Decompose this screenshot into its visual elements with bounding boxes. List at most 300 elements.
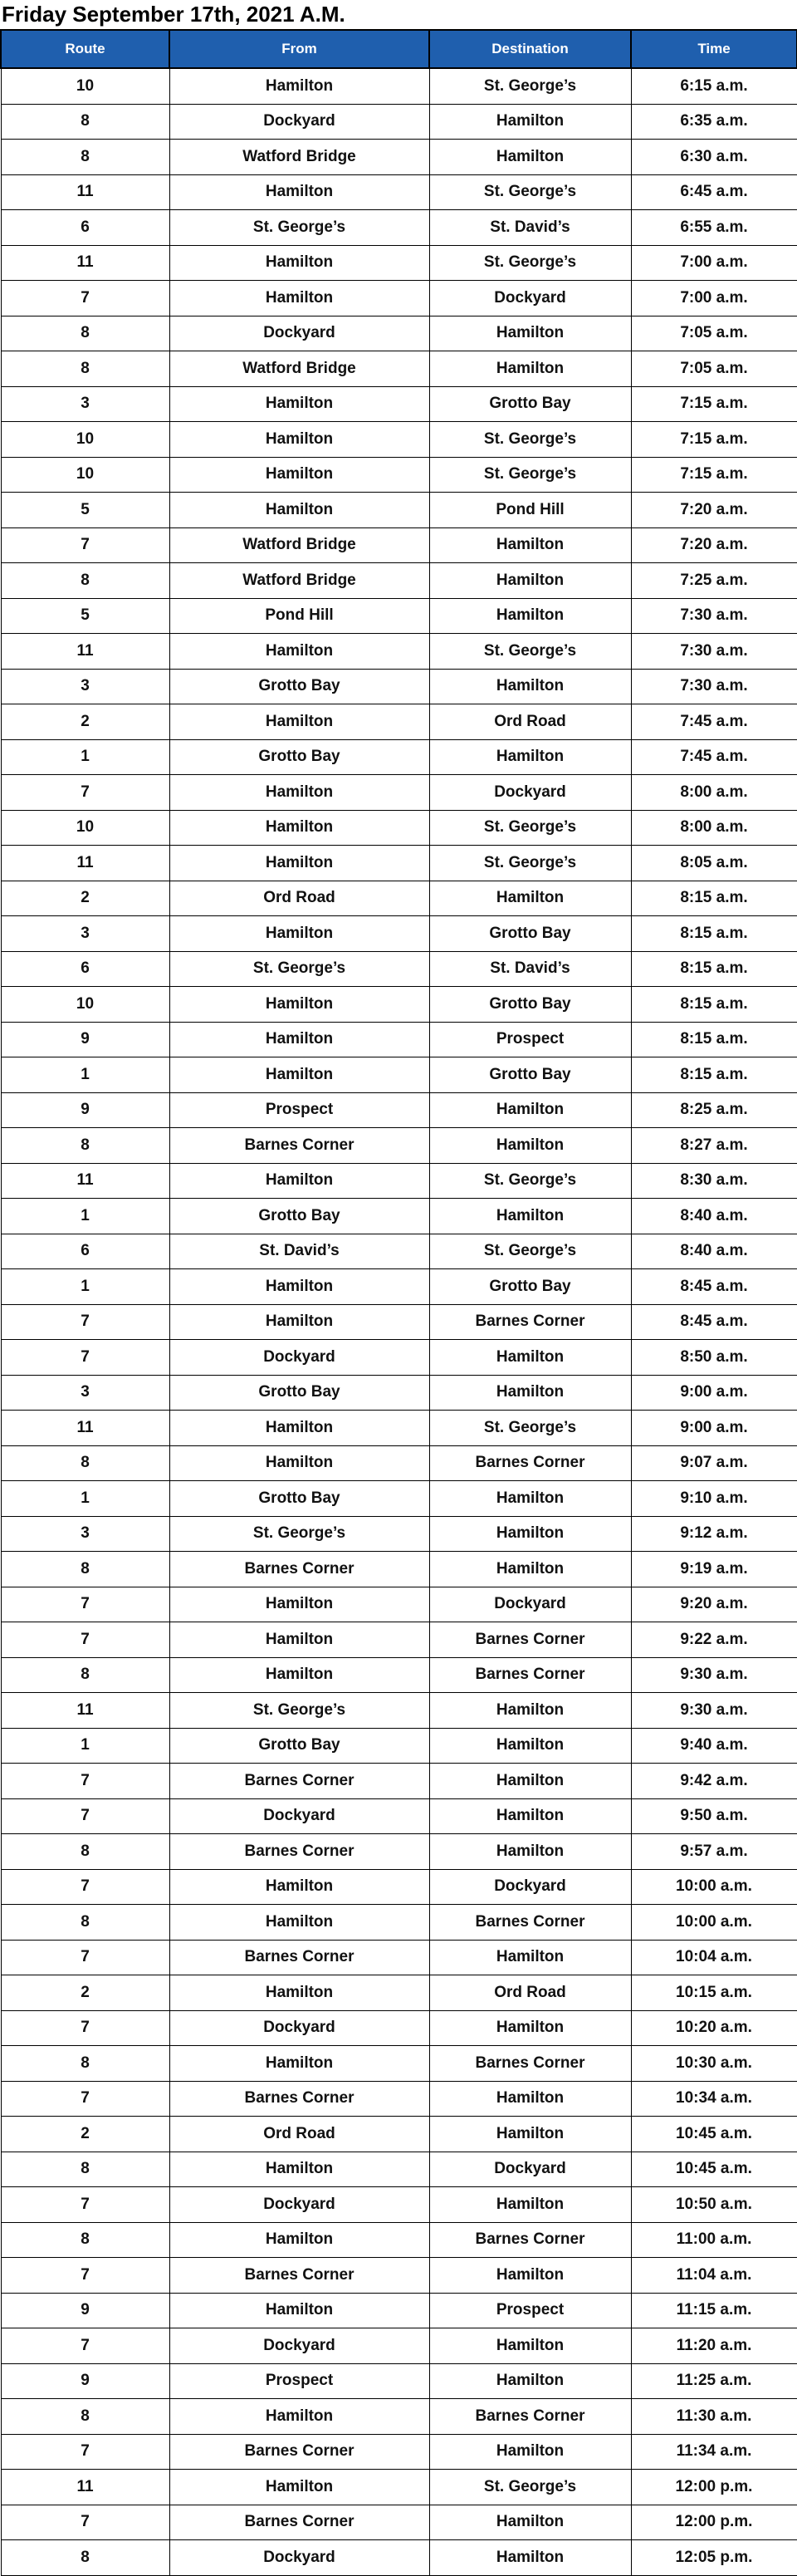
cell-route: 5 [1,598,169,634]
table-body [1,68,797,2575]
cell-time: 9:30 a.m. [631,1693,797,1729]
cell-from: Hamilton [169,1869,429,1905]
cell-route: 11 [1,1163,169,1199]
cell-time: 8:15 a.m. [631,1022,797,1057]
cell-destination: Hamilton [429,351,631,387]
cell-route: 1 [1,1199,169,1234]
cell-from: Dockyard [169,2328,429,2364]
cell-route: 8 [1,2152,169,2187]
cell-route: 7 [1,2328,169,2364]
cell-time: 10:50 a.m. [631,2187,797,2223]
cell-destination: Hamilton [429,2505,631,2540]
cell-from: Prospect [169,2363,429,2399]
cell-from: Barnes Corner [169,1128,429,1164]
cell-destination: Ord Road [429,1975,631,2011]
cell-destination: Barnes Corner [429,1905,631,1941]
cell-from: Hamilton [169,1622,429,1658]
table-row [1,2399,797,2435]
table-row [1,739,797,775]
cell-from: Barnes Corner [169,1834,429,1870]
cell-time: 7:45 a.m. [631,739,797,775]
cell-from: Hamilton [169,2470,429,2505]
cell-time: 8:50 a.m. [631,1340,797,1376]
table-row [1,2470,797,2505]
table-row [1,598,797,634]
table-row [1,563,797,599]
cell-from: Hamilton [169,916,429,952]
cell-from: Barnes Corner [169,1940,429,1975]
cell-from: Hamilton [169,245,429,281]
cell-route: 3 [1,669,169,704]
cell-from: Hamilton [169,2222,429,2258]
cell-destination: Hamilton [429,1798,631,1834]
cell-route: 11 [1,634,169,670]
cell-destination: Barnes Corner [429,1445,631,1481]
cell-destination: Hamilton [429,1375,631,1411]
cell-route: 10 [1,422,169,458]
cell-destination: Hamilton [429,1940,631,1975]
table-row [1,704,797,740]
column-header-from: From [169,30,429,68]
cell-time: 8:40 a.m. [631,1199,797,1234]
cell-destination: Hamilton [429,2117,631,2152]
cell-time: 10:20 a.m. [631,2010,797,2046]
cell-destination: Grotto Bay [429,386,631,422]
table-row [1,527,797,563]
cell-time: 9:07 a.m. [631,1445,797,1481]
table-row [1,1552,797,1587]
table-row [1,1057,797,1093]
bus-schedule-table [0,29,797,2576]
table-row [1,1516,797,1552]
cell-destination: Hamilton [429,104,631,140]
cell-destination: Barnes Corner [429,2046,631,2082]
cell-from: Hamilton [169,281,429,316]
cell-destination: St. George’s [429,2470,631,2505]
cell-destination: Hamilton [429,2434,631,2470]
table-row [1,1199,797,1234]
cell-from: Pond Hill [169,598,429,634]
cell-route: 8 [1,2399,169,2435]
table-row [1,2363,797,2399]
cell-destination: Hamilton [429,2010,631,2046]
cell-destination: Barnes Corner [429,2222,631,2258]
cell-time: 9:40 a.m. [631,1728,797,1764]
cell-from: Hamilton [169,775,429,811]
cell-destination: Hamilton [429,1516,631,1552]
cell-destination: Prospect [429,2293,631,2328]
cell-destination: St. George’s [429,174,631,210]
cell-from: Hamilton [169,2046,429,2082]
cell-destination: Dockyard [429,281,631,316]
cell-from: Barnes Corner [169,1764,429,1799]
cell-time: 9:19 a.m. [631,1552,797,1587]
cell-route: 9 [1,1022,169,1057]
cell-route: 11 [1,2470,169,2505]
cell-destination: Hamilton [429,1128,631,1164]
cell-route: 8 [1,563,169,599]
table-row [1,316,797,351]
cell-from: Dockyard [169,104,429,140]
table-row [1,386,797,422]
cell-destination: St. George’s [429,1234,631,1269]
cell-from: Hamilton [169,1022,429,1057]
cell-destination: St. George’s [429,846,631,881]
table-row [1,775,797,811]
cell-from: Hamilton [169,634,429,670]
table-row [1,987,797,1023]
cell-destination: Dockyard [429,1869,631,1905]
table-row [1,457,797,493]
cell-from: Hamilton [169,1905,429,1941]
cell-destination: Barnes Corner [429,2399,631,2435]
table-row [1,281,797,316]
table-row [1,1657,797,1693]
cell-route: 2 [1,1975,169,2011]
table-row [1,2434,797,2470]
cell-time: 9:22 a.m. [631,1622,797,1658]
cell-from: Hamilton [169,493,429,528]
cell-destination: Hamilton [429,739,631,775]
cell-from: Barnes Corner [169,2258,429,2294]
table-row [1,1022,797,1057]
cell-time: 9:12 a.m. [631,1516,797,1552]
cell-from: Grotto Bay [169,1728,429,1764]
table-row [1,140,797,175]
cell-route: 3 [1,386,169,422]
cell-time: 9:10 a.m. [631,1481,797,1517]
table-row [1,1445,797,1481]
cell-route: 7 [1,2187,169,2223]
cell-time: 7:00 a.m. [631,245,797,281]
table-row [1,1693,797,1729]
cell-time: 7:15 a.m. [631,386,797,422]
cell-destination: Hamilton [429,140,631,175]
cell-route: 8 [1,2222,169,2258]
table-row [1,2010,797,2046]
table-row [1,351,797,387]
cell-time: 8:15 a.m. [631,951,797,987]
cell-destination: Hamilton [429,1728,631,1764]
cell-time: 12:00 p.m. [631,2505,797,2540]
table-row [1,1940,797,1975]
cell-destination: Hamilton [429,2540,631,2576]
cell-route: 7 [1,1764,169,1799]
cell-route: 7 [1,1622,169,1658]
table-row [1,2117,797,2152]
cell-route: 1 [1,1057,169,1093]
cell-from: Dockyard [169,2540,429,2576]
table-row [1,1269,797,1305]
table-row [1,104,797,140]
cell-destination: Hamilton [429,881,631,916]
cell-route: 8 [1,351,169,387]
cell-route: 8 [1,2046,169,2082]
cell-from: Watford Bridge [169,563,429,599]
table-row [1,68,797,104]
cell-from: Hamilton [169,1657,429,1693]
cell-time: 8:25 a.m. [631,1092,797,1128]
cell-time: 7:30 a.m. [631,669,797,704]
cell-destination: St. George’s [429,457,631,493]
cell-time: 6:30 a.m. [631,140,797,175]
cell-time: 11:34 a.m. [631,2434,797,2470]
cell-from: Hamilton [169,704,429,740]
cell-route: 7 [1,1869,169,1905]
cell-from: Grotto Bay [169,1199,429,1234]
cell-destination: Hamilton [429,1834,631,1870]
cell-from: Hamilton [169,1057,429,1093]
cell-route: 8 [1,104,169,140]
cell-time: 11:04 a.m. [631,2258,797,2294]
cell-from: St. George’s [169,951,429,987]
table-row [1,846,797,881]
table-row [1,210,797,246]
cell-route: 3 [1,916,169,952]
table-row [1,1975,797,2011]
cell-destination: Pond Hill [429,493,631,528]
cell-from: Prospect [169,1092,429,1128]
table-row [1,422,797,458]
cell-route: 9 [1,1092,169,1128]
cell-route: 9 [1,2293,169,2328]
cell-route: 2 [1,881,169,916]
cell-route: 7 [1,527,169,563]
cell-route: 10 [1,457,169,493]
table-header-row [1,30,797,68]
cell-destination: St. David’s [429,951,631,987]
cell-from: Watford Bridge [169,527,429,563]
table-row [1,1869,797,1905]
cell-destination: Grotto Bay [429,1057,631,1093]
cell-from: Hamilton [169,846,429,881]
table-row [1,174,797,210]
cell-destination: Barnes Corner [429,1657,631,1693]
cell-route: 6 [1,951,169,987]
table-row [1,1728,797,1764]
cell-destination: St. George’s [429,810,631,846]
table-row [1,1587,797,1622]
cell-route: 11 [1,1693,169,1729]
cell-route: 7 [1,2010,169,2046]
cell-from: Dockyard [169,2010,429,2046]
cell-route: 10 [1,68,169,104]
cell-time: 10:34 a.m. [631,2081,797,2117]
table-row [1,2293,797,2328]
cell-route: 7 [1,2258,169,2294]
cell-destination: St. George’s [429,68,631,104]
cell-route: 7 [1,1587,169,1622]
cell-route: 8 [1,1905,169,1941]
cell-from: Hamilton [169,1975,429,2011]
table-row [1,2328,797,2364]
cell-from: Hamilton [169,1411,429,1446]
cell-destination: Hamilton [429,1092,631,1128]
cell-destination: Hamilton [429,527,631,563]
cell-destination: Hamilton [429,1481,631,1517]
cell-route: 1 [1,1269,169,1305]
cell-time: 7:00 a.m. [631,281,797,316]
cell-destination: Ord Road [429,704,631,740]
cell-destination: Grotto Bay [429,1269,631,1305]
cell-route: 5 [1,493,169,528]
cell-route: 8 [1,1552,169,1587]
table-row [1,2258,797,2294]
cell-from: Watford Bridge [169,140,429,175]
cell-destination: Prospect [429,1022,631,1057]
cell-route: 1 [1,1481,169,1517]
cell-route: 7 [1,775,169,811]
cell-route: 8 [1,316,169,351]
cell-from: Barnes Corner [169,2081,429,2117]
cell-destination: Hamilton [429,1340,631,1376]
cell-time: 8:00 a.m. [631,775,797,811]
cell-route: 8 [1,140,169,175]
cell-time: 8:30 a.m. [631,1163,797,1199]
table-row [1,493,797,528]
cell-destination: St. George’s [429,422,631,458]
cell-destination: St. George’s [429,1411,631,1446]
cell-time: 11:00 a.m. [631,2222,797,2258]
cell-route: 1 [1,739,169,775]
cell-route: 7 [1,2081,169,2117]
cell-time: 7:30 a.m. [631,634,797,670]
cell-destination: Hamilton [429,2328,631,2364]
cell-from: Ord Road [169,2117,429,2152]
column-header-destination: Destination [429,30,631,68]
table-row [1,1622,797,1658]
table-row [1,2222,797,2258]
cell-route: 11 [1,1411,169,1446]
cell-destination: Hamilton [429,2258,631,2294]
table-row [1,1834,797,1870]
cell-route: 2 [1,2117,169,2152]
cell-route: 10 [1,810,169,846]
cell-route: 1 [1,1728,169,1764]
cell-from: Hamilton [169,457,429,493]
cell-time: 6:55 a.m. [631,210,797,246]
cell-from: Dockyard [169,316,429,351]
table-row [1,1375,797,1411]
cell-time: 8:15 a.m. [631,881,797,916]
cell-destination: Dockyard [429,1587,631,1622]
cell-from: Hamilton [169,68,429,104]
cell-from: Dockyard [169,2187,429,2223]
cell-from: St. George’s [169,210,429,246]
cell-time: 10:04 a.m. [631,1940,797,1975]
cell-time: 6:15 a.m. [631,68,797,104]
cell-time: 6:35 a.m. [631,104,797,140]
table-row [1,2046,797,2082]
table-row [1,245,797,281]
cell-route: 7 [1,1340,169,1376]
cell-from: Hamilton [169,2399,429,2435]
table-row [1,810,797,846]
cell-time: 7:05 a.m. [631,351,797,387]
cell-route: 8 [1,1834,169,1870]
cell-time: 7:30 a.m. [631,598,797,634]
cell-time: 11:30 a.m. [631,2399,797,2435]
cell-destination: Hamilton [429,2081,631,2117]
table-row [1,1304,797,1340]
cell-destination: Hamilton [429,598,631,634]
table-row [1,916,797,952]
cell-from: Hamilton [169,174,429,210]
cell-from: Watford Bridge [169,351,429,387]
cell-destination: Hamilton [429,1693,631,1729]
cell-from: Hamilton [169,422,429,458]
cell-time: 7:05 a.m. [631,316,797,351]
cell-time: 7:20 a.m. [631,493,797,528]
cell-destination: Grotto Bay [429,916,631,952]
cell-destination: Hamilton [429,669,631,704]
cell-from: Hamilton [169,1587,429,1622]
cell-from: St. George’s [169,1516,429,1552]
cell-time: 8:15 a.m. [631,916,797,952]
cell-time: 7:45 a.m. [631,704,797,740]
cell-route: 9 [1,2363,169,2399]
cell-time: 8:05 a.m. [631,846,797,881]
cell-from: Hamilton [169,1163,429,1199]
cell-destination: Grotto Bay [429,987,631,1023]
cell-route: 11 [1,846,169,881]
cell-from: Hamilton [169,386,429,422]
cell-time: 8:15 a.m. [631,1057,797,1093]
cell-time: 7:20 a.m. [631,527,797,563]
cell-route: 6 [1,1234,169,1269]
cell-time: 8:15 a.m. [631,987,797,1023]
table-row [1,1481,797,1517]
cell-destination: St. George’s [429,245,631,281]
cell-from: Hamilton [169,1445,429,1481]
cell-from: Barnes Corner [169,2434,429,2470]
cell-from: Hamilton [169,1269,429,1305]
cell-route: 7 [1,2505,169,2540]
column-header-route: Route [1,30,169,68]
cell-time: 8:27 a.m. [631,1128,797,1164]
cell-time: 9:57 a.m. [631,1834,797,1870]
table-row [1,634,797,670]
page-title: Friday September 17th, 2021 A.M. [2,2,345,27]
cell-destination: St. David’s [429,210,631,246]
cell-route: 7 [1,1798,169,1834]
cell-destination: St. George’s [429,1163,631,1199]
cell-from: Hamilton [169,987,429,1023]
table-row [1,1128,797,1164]
cell-time: 7:25 a.m. [631,563,797,599]
cell-time: 9:20 a.m. [631,1587,797,1622]
cell-time: 8:00 a.m. [631,810,797,846]
cell-destination: Hamilton [429,2187,631,2223]
table-row [1,1905,797,1941]
cell-from: Dockyard [169,1798,429,1834]
column-header-time: Time [631,30,797,68]
cell-time: 12:00 p.m. [631,2470,797,2505]
cell-destination: Dockyard [429,775,631,811]
cell-route: 3 [1,1375,169,1411]
table-row [1,1340,797,1376]
cell-route: 6 [1,210,169,246]
table-row [1,1163,797,1199]
cell-from: Grotto Bay [169,739,429,775]
cell-time: 11:25 a.m. [631,2363,797,2399]
table-row [1,951,797,987]
cell-route: 7 [1,1940,169,1975]
table-row [1,1411,797,1446]
cell-time: 6:45 a.m. [631,174,797,210]
table-row [1,1764,797,1799]
cell-from: Hamilton [169,2152,429,2187]
